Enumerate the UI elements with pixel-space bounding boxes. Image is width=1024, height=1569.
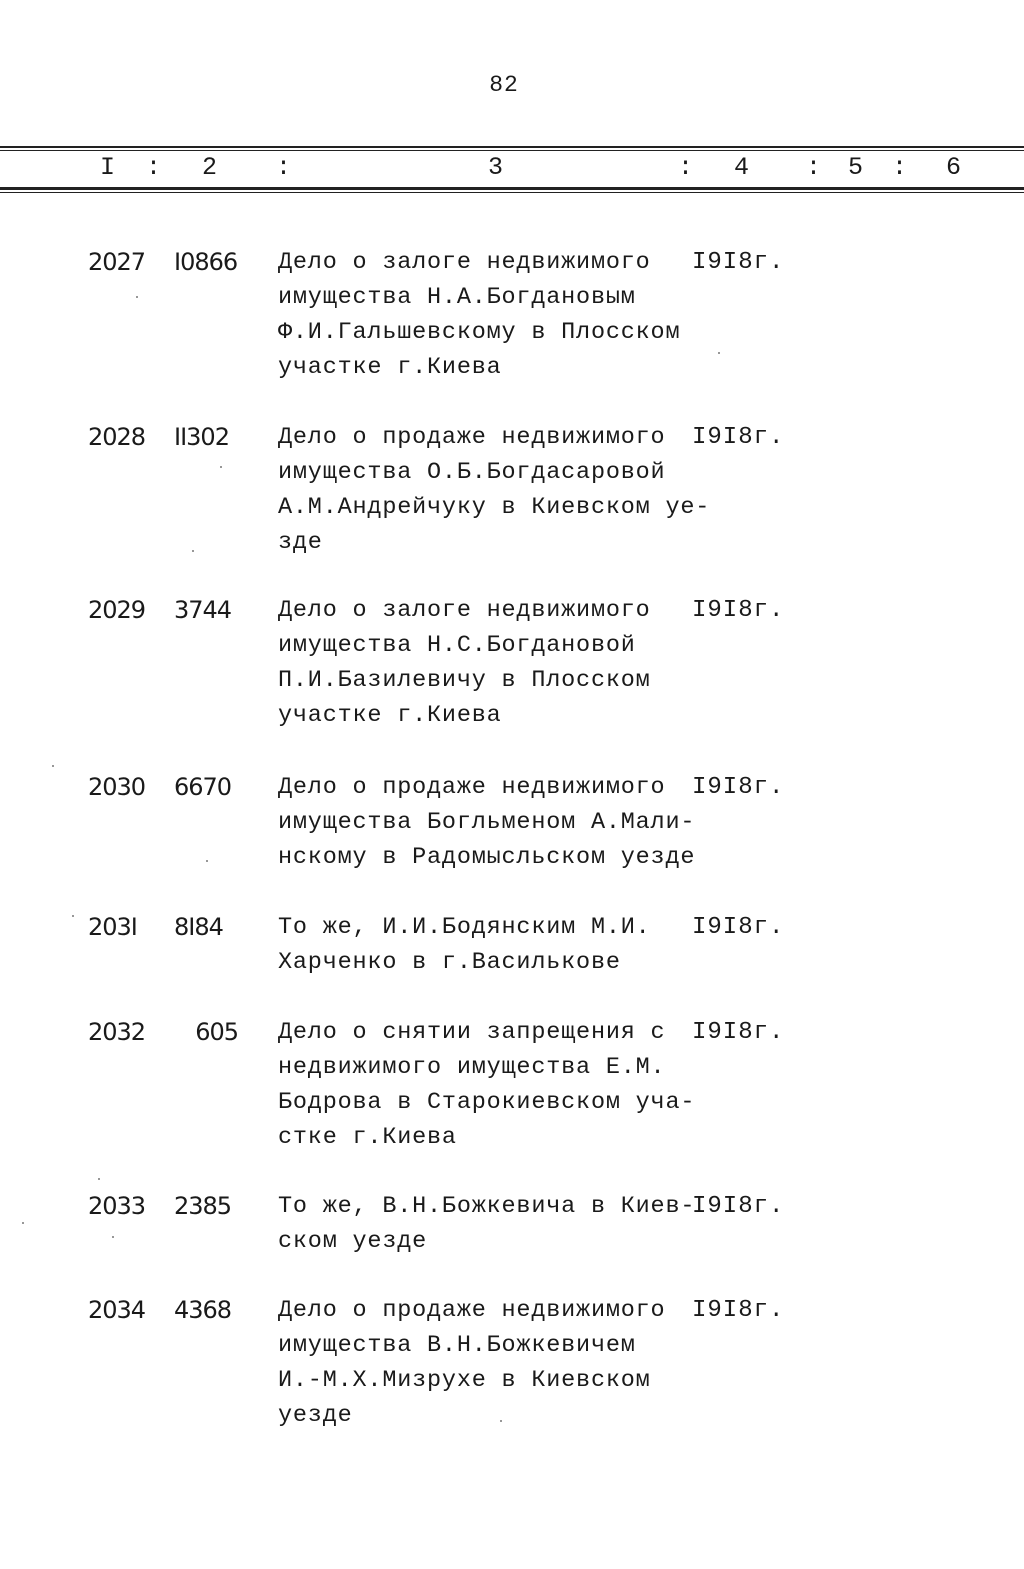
entry-cipher: 4368	[174, 1296, 232, 1324]
column-separator: :	[276, 153, 292, 182]
scan-speck	[112, 1236, 114, 1238]
description-line: участке г.Киева	[278, 702, 502, 729]
description-line: зде	[278, 529, 323, 556]
scan-speck	[206, 860, 208, 862]
column-separator: :	[146, 153, 162, 182]
description-line: Ф.И.Гальшевскому в Плосском	[278, 319, 681, 346]
entry-year: I9I8г.	[692, 597, 785, 624]
scan-speck	[192, 550, 194, 552]
description-line: Дело о залоге недвижимого	[278, 597, 651, 624]
scan-speck	[52, 765, 54, 767]
description-line: имущества Н.С.Богдановой	[278, 632, 636, 659]
entry-description	[278, 1189, 698, 1259]
description-line: Дело о продаже недвижимого	[278, 774, 666, 801]
description-line: Дело о залоге недвижимого	[278, 249, 651, 276]
description-line: недвижимого имущества Е.М.	[278, 1054, 666, 1081]
scan-speck	[72, 915, 74, 917]
description-line: имущества Богльменом А.Мали-	[278, 809, 696, 836]
description-line: То же, И.И.Бодянским М.И.	[278, 914, 651, 941]
description-line: стке г.Киева	[278, 1124, 457, 1151]
entry-year: I9I8г.	[692, 1019, 785, 1046]
description-line: имущества В.Н.Божкевичем	[278, 1332, 636, 1359]
entry-number: 2027	[88, 248, 146, 276]
scan-speck	[22, 1222, 24, 1224]
description-line: имущества О.Б.Богдасаровой	[278, 459, 666, 486]
scan-speck	[136, 296, 138, 298]
column-separator: :	[892, 153, 908, 182]
scan-speck	[718, 352, 720, 354]
entry-number: 2032	[88, 1018, 146, 1046]
description-line: Харченко в г.Василькове	[278, 949, 621, 976]
entry-year: I9I8г.	[692, 774, 785, 801]
entry-cipher: 6670	[174, 773, 232, 801]
entry-number: 2030	[88, 773, 146, 801]
page-number: 82	[489, 72, 519, 98]
entry-description	[278, 1015, 698, 1155]
description-line: А.М.Андрейчуку в Киевском уе-	[278, 494, 711, 521]
description-line: ском уезде	[278, 1228, 428, 1255]
entry-number: 2028	[88, 423, 146, 451]
column-header-2: 2	[202, 153, 218, 182]
scan-speck	[220, 466, 222, 468]
description-line: Дело о продаже недвижимого	[278, 1297, 666, 1324]
entry-description	[278, 593, 698, 733]
description-line: нскому в Радомысльском уезде	[278, 844, 696, 871]
entry-cipher: 3744	[174, 596, 232, 624]
description-line: П.И.Базилевичу в Плосском	[278, 667, 651, 694]
column-header-3: 3	[488, 153, 504, 182]
entry-cipher: 605	[195, 1018, 238, 1046]
column-header-5: 5	[848, 153, 864, 182]
scan-speck	[500, 1420, 502, 1422]
column-header-6: 6	[946, 153, 962, 182]
entry-cipher: I0866	[174, 248, 238, 276]
entry-cipher: 2385	[174, 1192, 232, 1220]
scan-speck	[98, 1178, 100, 1180]
column-header-4: 4	[734, 153, 750, 182]
header-rule-top	[0, 146, 1024, 148]
column-header-1: I	[100, 153, 116, 182]
column-separator: :	[678, 153, 694, 182]
entry-year: I9I8г.	[692, 249, 785, 276]
entry-year: I9I8г.	[692, 424, 785, 451]
column-separator: :	[806, 153, 822, 182]
entry-description	[278, 770, 698, 875]
description-line: уезде	[278, 1402, 353, 1429]
entry-year: I9I8г.	[692, 1193, 785, 1220]
description-line: участке г.Киева	[278, 354, 502, 381]
entry-year: I9I8г.	[692, 1297, 785, 1324]
description-line: И.-М.Х.Мизрухе в Киевском	[278, 1367, 651, 1394]
entry-number: 2029	[88, 596, 146, 624]
entry-cipher: 8I84	[174, 913, 223, 941]
description-line: Бодрова в Старокиевском уча-	[278, 1089, 696, 1116]
entry-number: 203I	[88, 913, 137, 941]
entry-description	[278, 910, 698, 980]
header-rule-bottom	[0, 187, 1024, 190]
description-line: То же, В.Н.Божкевича в Киев-	[278, 1193, 696, 1220]
description-line: Дело о продаже недвижимого	[278, 424, 666, 451]
header-rule-bottom-thin	[0, 192, 1024, 193]
description-line: имущества Н.А.Богдановым	[278, 284, 636, 311]
entry-description	[278, 420, 711, 560]
description-line: Дело о снятии запрещения с	[278, 1019, 666, 1046]
entry-number: 2033	[88, 1192, 146, 1220]
header-rule-top-thin	[0, 150, 1024, 151]
entry-cipher: II302	[174, 423, 229, 451]
entry-description	[278, 245, 698, 385]
entry-year: I9I8г.	[692, 914, 785, 941]
entry-number: 2034	[88, 1296, 146, 1324]
entry-description	[278, 1293, 698, 1433]
